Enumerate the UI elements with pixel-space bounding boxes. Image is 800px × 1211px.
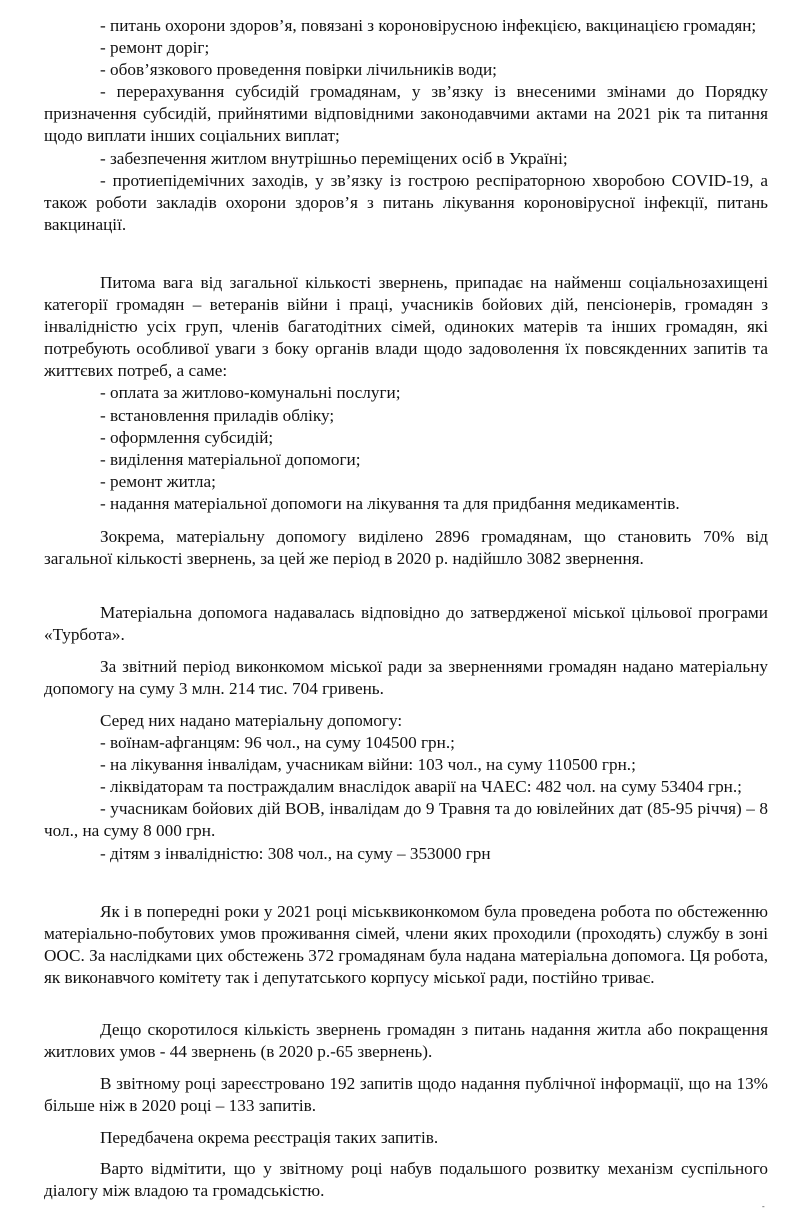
list-item: - надання матеріальної допомоги на лікування та для придбання медикаментів. (100, 493, 680, 513)
paragraph-public-info: В звітному році зареєстровано 192 запитів щодо надання публічної інформації, що на 13% більше ніж в 2020 році – 133 запитів. (44, 1074, 768, 1116)
paragraph-registration: Передбачена окрема реєстрація таких запитів. (100, 1128, 439, 1147)
list-item: - оформлення субсидій; (100, 427, 274, 447)
paragraph-program: Матеріальна допомога надавалась відповідно до затвердженої міської цільової програми «Турбота». (44, 603, 768, 645)
list-item: - оплата за житлово-комунальні послуги; (100, 383, 401, 403)
share-section (44, 272, 768, 515)
list-item: - питань охорони здоров’я, повязані з короновірусною інфекцією, вакцинацією громадян; (100, 16, 757, 35)
aid-count-section (44, 526, 768, 570)
list-item: - ремонт доріг; (100, 38, 210, 58)
paragraph-share: Питома вага від загальної кількості звернень, припадає на найменш соціальнозахищені категорії громадян – ветеранів війни і праці, учасників бойових дій, пенсіонерів, громадян з інвалідністю усіх груп, членів багатодітних сімей, одиноких матерів та інших громадян, які потребують особливої уваги з боку органів влади щодо задоволення їх повсякденних запитів та життєвих потреб, а саме: (44, 273, 768, 381)
aid-intro: Серед них надано матеріальну допомогу: (100, 711, 403, 730)
list-item: - виділення матеріальної допомоги; (100, 449, 361, 469)
topics-list (44, 15, 768, 236)
paragraph-dialogue: Варто відмітити, що у звітному році набув подальшого розвитку механізм суспільного діалогу між владою та громадськістю. (44, 1159, 768, 1201)
list-item: - учасникам бойових дій ВОВ, інвалідам до 9 Травня та до ювілейних дат (85-95 річчя) – 8 чол., на суму 8 000 грн. (44, 799, 768, 841)
ato-section (44, 901, 768, 989)
list-item: - дітям з інвалідністю: 308 чол., на суму – 353000 грн (100, 843, 491, 863)
list-item: - протиепідемічних заходів, у зв’язку із гострою респіраторною хворобою COVID-19, а також роботи закладів охорони здоров’я з питань лікування короновірусної інфекції, питань вакцинації. (44, 170, 768, 234)
program-section (44, 602, 768, 646)
registration-section (44, 1127, 768, 1149)
sum-section (44, 656, 768, 700)
paragraph-housing: Дещо скоротилося кількість звернень громадян з питань надання житла або покращення житлових умов - 44 звернень (в 2020 р.-65 звернень). (44, 1020, 768, 1062)
housing-section (44, 1019, 768, 1063)
public-info-section (44, 1073, 768, 1117)
paragraph-sum: За звітний період виконкомом міської ради за зверненнями громадян надано матеріальну допомогу на суму 3 млн. 214 тис. 704 гривень. (44, 657, 768, 699)
aid-breakdown-section (44, 710, 768, 865)
page-corner-mark: - (762, 1202, 765, 1211)
list-item: - на лікування інвалідам, учасникам війни: 103 чол., на суму 110500 грн.; (100, 755, 636, 775)
list-item: - ліквідаторам та постраждалим внаслідок аварії на ЧАЕС: 482 чол. на суму 53404 грн.; (100, 777, 742, 797)
list-item: - обов’язкового проведення повірки лічильників води; (100, 60, 497, 80)
list-item: - воїнам-афганцям: 96 чол., на суму 104500 грн.; (100, 733, 455, 753)
list-item: - перерахування субсидій громадянам, у зв’язку із внесеними змінами до Порядку призначення субсидій, прийнятими відповідними законодавчими актами на 2021 рік та питання щодо виплати інших соціальних виплат; (44, 82, 768, 146)
dialogue-section (44, 1158, 768, 1202)
list-item: - встановлення приладів обліку; (100, 405, 335, 425)
list-item: - забезпечення житлом внутрішньо переміщених осіб в Україні; (100, 148, 568, 168)
paragraph-aid-count: Зокрема, матеріальну допомогу виділено 2896 громадянам, що становить 70% від загальної кількості звернень, за цей же період в 2020 р. надійшло 3082 звернення. (44, 527, 768, 569)
paragraph-ato: Як і в попередні роки у 2021 році міськвиконкомом була проведена робота по обстеженню матеріально-побутових умов проживання сімей, члени яких проходили (проходять) службу в зоні ООС. За наслідками цих обстежень 372 громадянам була надана матеріальна допомога. Ця робота, як виконавчого комітету так і депутатського корпусу міської ради, постійно триває. (44, 902, 768, 988)
list-item: - ремонт житла; (100, 471, 216, 491)
